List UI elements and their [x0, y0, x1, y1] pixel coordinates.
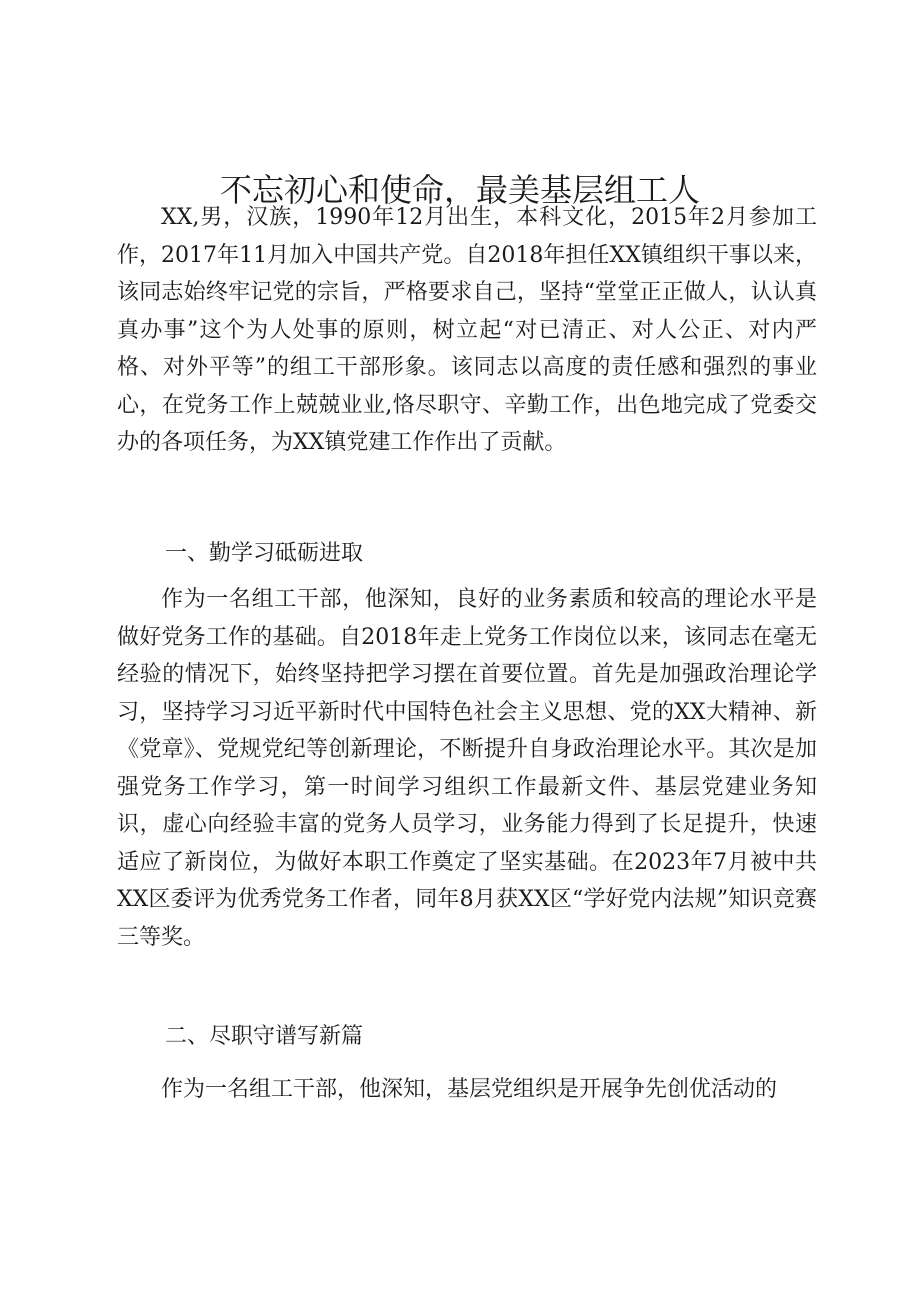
document-title: 不忘初心和使命，最美基层组工人 — [219, 171, 700, 209]
study-paragraph: 作为一名组工干部，他深知，良好的业务素质和较高的理论水平是做好党务工作的基础。自2018年走上党务工作岗位以来，该同志在毫无经验的情况下，始终坚持把学习摆在首要位置。首先是加强政治理论学习，坚持学习习近平新时代中国特色社会主义思想、党的XX大精神、新《党章》、党规党纪等创新理论，不断提升自身政治理论水平。其次是加强党务工作学习，第一时间学习组织工作最新文件、基层党建业务知识，虚心向经验丰富的党务人员学习，业务能力得到了长足提升，快速适应了新岗位，为做好本职工作奠定了坚实基础。在2023年7月被中共XX区委评为优秀党务工作者，同年8月获XX区“学好党内法规”知识竞赛三等奖。 — [117, 587, 817, 950]
section-heading-study: 一、勤学习砥砺进取 — [165, 541, 364, 566]
intro-paragraph: XX,男，汉族，1990年12月出生，本科文化，2015年2月参加工作，2017年11月加入中国共产党。自2018年担任XX镇组织干事以来，该同志始终牢记党的宗旨，严格要求自己，坚持“堂堂正正做人，认认真真办事”这个为人处事的原则，树立起“对已清正、对人公正、对内严格、对外平等”的组工干部形象。该同志以高度的责任感和强烈的事业心，在党务工作上兢兢业业,恪尽职守、辛勤工作，出色地完成了党委交办的各项任务，为XX镇党建工作作出了贡献。 — [117, 205, 817, 455]
duty-paragraph: 作为一名组工干部，他深知，基层党组织是开展争先创优活动的 — [161, 1077, 778, 1102]
section-heading-duty: 二、尽职守谱写新篇 — [165, 1024, 364, 1049]
